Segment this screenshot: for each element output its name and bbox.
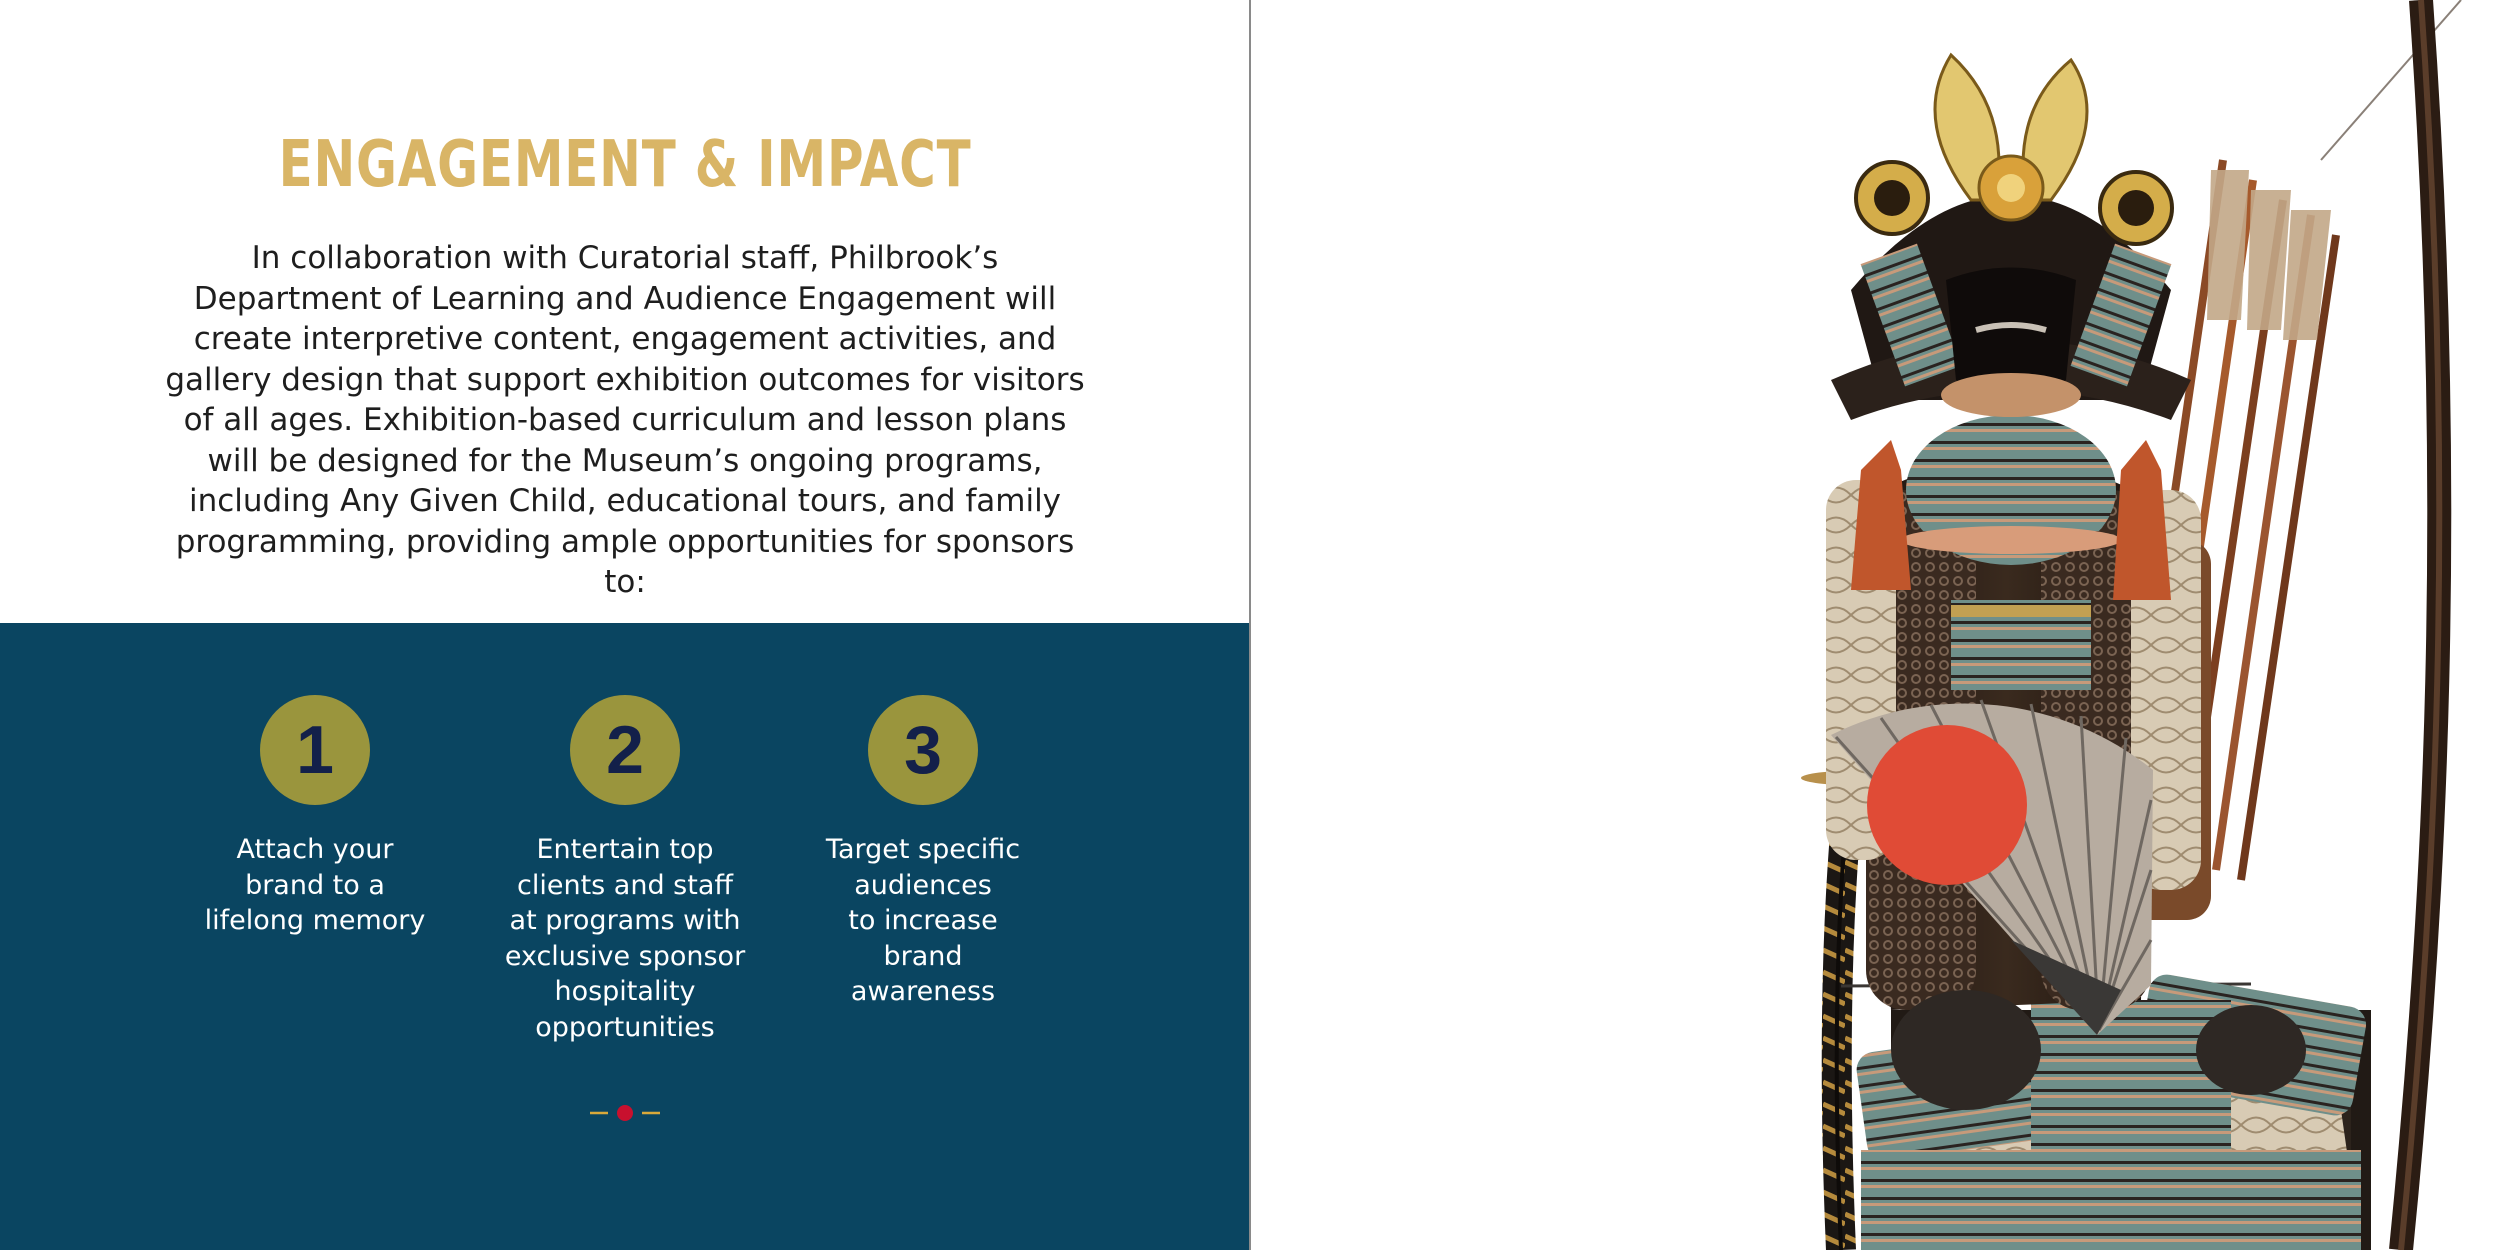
intro-paragraph: In collaboration with Curatorial staff, Philbrook’s Department of Learning and Audience Engagement will create interpretive content, engagement activities, and gallery design that support exhibition outcomes for visitors of all ages. Exhibition-based curriculum and lesson plans will be designed for the Museum’s ongoing programs, including Any Given Child, educational tours, and family programming, providing ample opportunities for sponsors to: — [165, 240, 1085, 600]
step-number-badge: 3 — [868, 695, 978, 805]
benefit-step-1 — [190, 695, 440, 939]
step-description: Target specific audiences to increase brand awareness — [825, 834, 1021, 1007]
page-title: ENGAGEMENT & IMPACT — [278, 128, 972, 202]
step-description: Entertain top clients and staff at programs with exclusive sponsor hospitality opportunities — [504, 834, 746, 1043]
benefit-step-3 — [798, 695, 1048, 1010]
step-description: Attach your brand to a lifelong memory — [204, 834, 426, 936]
benefit-step-2 — [500, 695, 750, 1045]
step-number-badge: 2 — [570, 695, 680, 805]
samurai-armor-image — [1251, 0, 2500, 1250]
right-page — [1251, 0, 2500, 1250]
ornament-divider-icon — [588, 1103, 662, 1123]
step-number-badge: 1 — [260, 695, 370, 805]
